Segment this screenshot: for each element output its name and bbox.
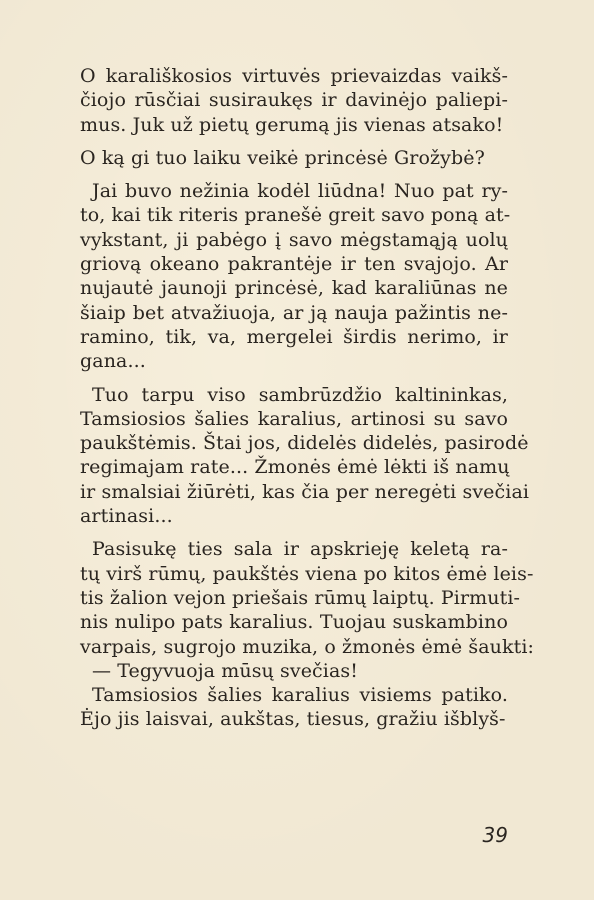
text-line: gana... bbox=[80, 350, 146, 373]
paragraph bbox=[80, 64, 508, 137]
paragraph bbox=[80, 683, 508, 732]
text-line: Tuo tarpu viso sambrūzdžio kaltininkas, bbox=[92, 383, 508, 406]
paragraph-gap bbox=[80, 374, 508, 383]
paragraph-gap bbox=[80, 528, 508, 537]
text-line: nis nulipo pats karalius. Tuojau suskambino bbox=[80, 611, 508, 634]
text-line: Pasisukę ties sala ir apskrieję keletą ra- bbox=[92, 538, 508, 561]
paragraph bbox=[80, 383, 530, 529]
text-line: nujautė jaunoji princėsė, kad karaliūnas ne bbox=[80, 277, 508, 300]
text-line: paukštėmis. Štai jos, didelės didelės, pasirodė bbox=[80, 432, 529, 455]
text-line: čiojo rūsčiai susiraukęs ir davinėjo paliepi- bbox=[80, 89, 508, 112]
text-line: artinasi... bbox=[80, 505, 173, 528]
paragraph bbox=[80, 659, 508, 683]
text-line: tis žalion vejon priešais rūmų laiptų. Pirmuti- bbox=[80, 586, 521, 609]
text-line: Ėjo jis laisvai, aukštas, tiesus, gražiu išblyš- bbox=[80, 708, 506, 731]
paragraph-gap bbox=[80, 170, 508, 179]
text-line: šiaip bet atvažiuoja, ar ją nauja pažintis ne- bbox=[80, 301, 508, 324]
paragraph bbox=[80, 537, 535, 658]
paragraph-gap bbox=[80, 137, 508, 146]
paragraph bbox=[80, 146, 508, 170]
text-line: Jai buvo nežinia kodėl liūdna! Nuo pat ry- bbox=[92, 180, 508, 203]
text-line: mus. Juk už pietų gerumą jis vienas atsako! bbox=[80, 113, 504, 136]
text-line: — Tegyvuoja mūsų svečias! bbox=[92, 659, 358, 682]
text-line: regimajam ratе... Žmonės ėmė lėkti iš namų bbox=[80, 456, 510, 479]
text-line: tų virš rūmų, paukštės viena po kitos ėmė leis- bbox=[80, 562, 534, 585]
text-line: griovą okeano pakrantėje ir ten svajojo. Ar bbox=[80, 253, 508, 276]
page-number: 39 bbox=[482, 823, 508, 847]
text-line: to, kai tik riteris pranešė greit savo poną at- bbox=[80, 204, 511, 227]
paragraph bbox=[80, 179, 511, 373]
text-line: varpais, sugrojo muzika, o žmonės ėmė šaukti: bbox=[80, 635, 535, 658]
text-line: Tamsiosios šalies karalius, artinosi su savo bbox=[80, 407, 508, 430]
text-line: Tamsiosios šalies karalius visiems patiko. bbox=[92, 684, 508, 707]
body-text bbox=[80, 64, 535, 732]
text-line: vykstant, ji pabėgo į savo mėgstamąją uolų bbox=[80, 228, 508, 251]
text-line: O ką gi tuo laiku veikė princėsė Grožybė? bbox=[80, 146, 485, 169]
text-line: ir smalsiai žiūrėti, kas čia per neregėti svečiai bbox=[80, 480, 530, 503]
text-line: O karališkosios virtuvės prievaizdas vaikš- bbox=[80, 65, 508, 87]
text-line: ramino, tik, va, mergelei širdis nerimo, ir bbox=[80, 325, 508, 348]
